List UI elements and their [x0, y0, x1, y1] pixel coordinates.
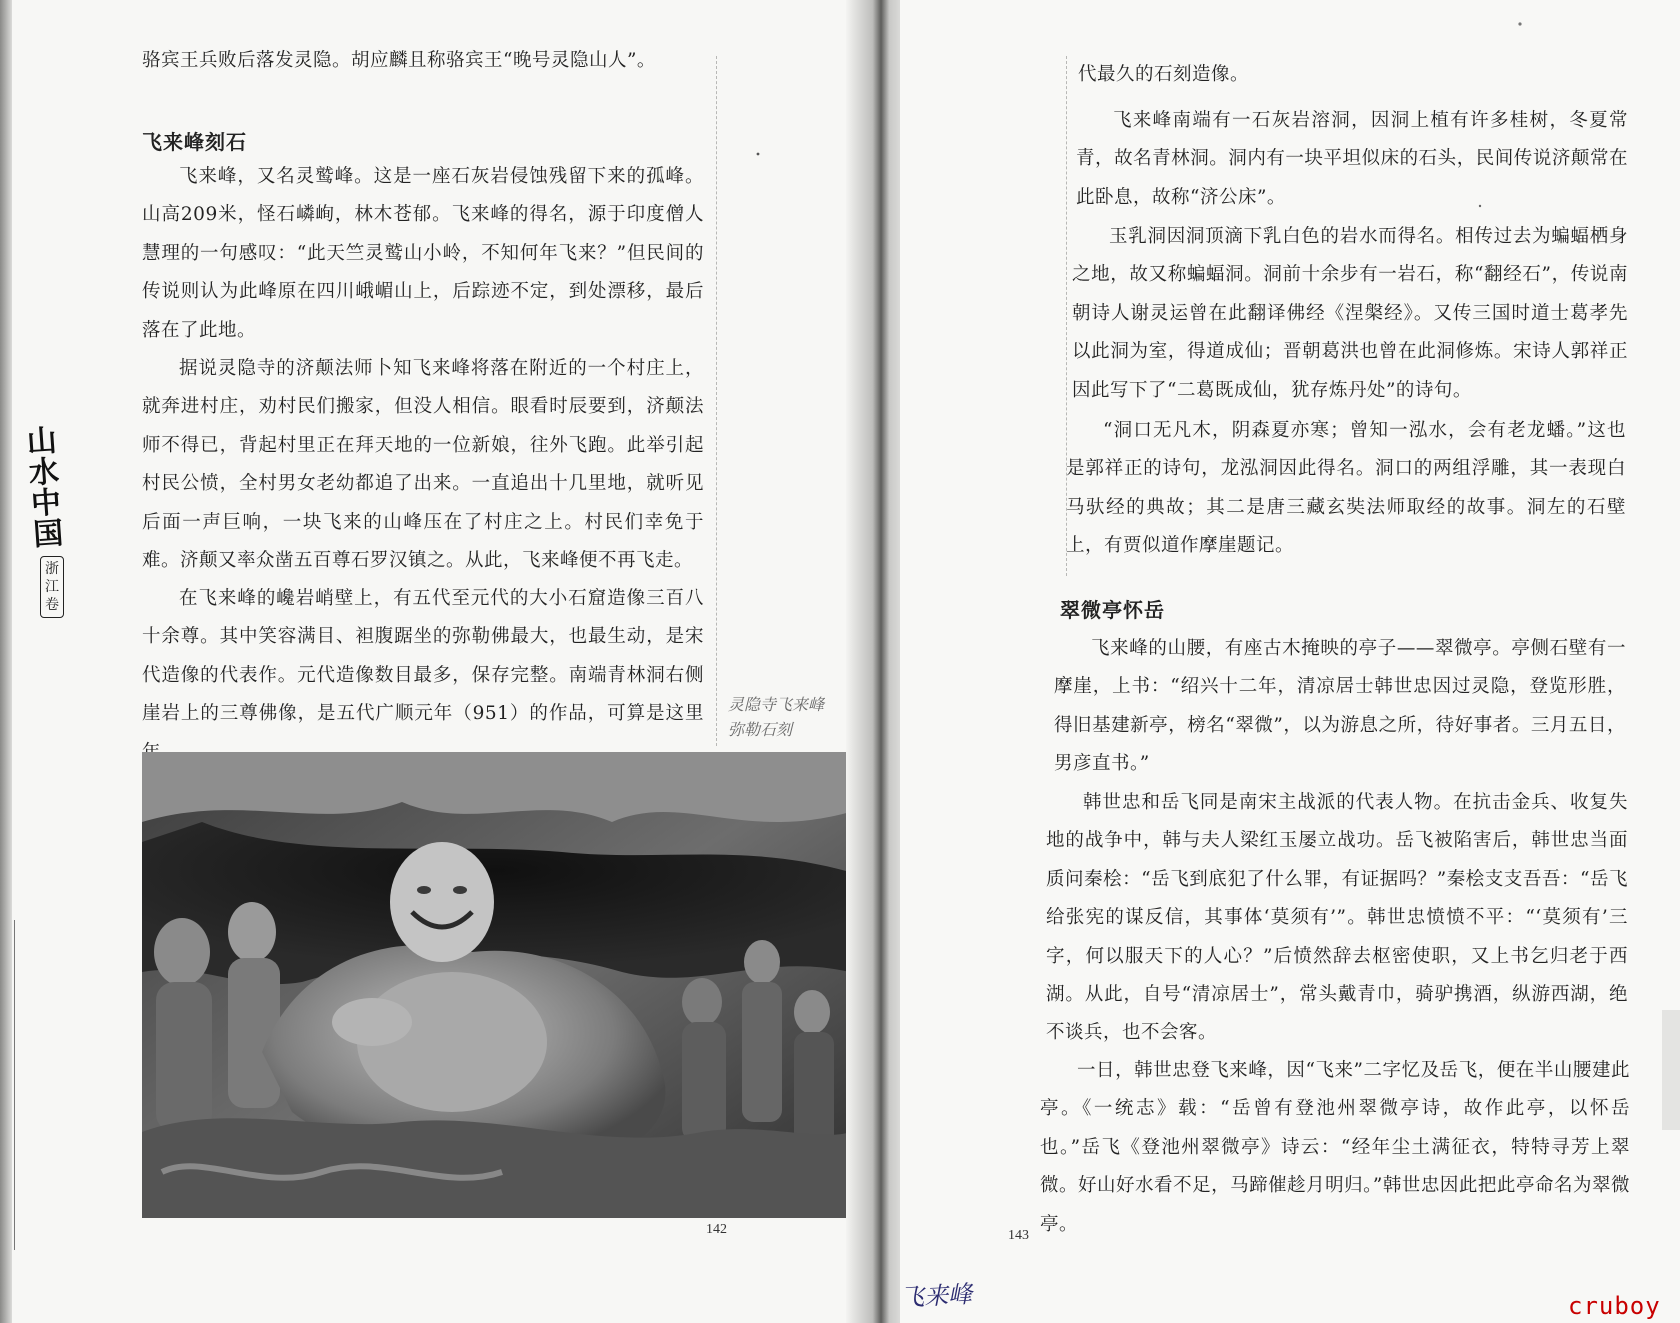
section-title-cuiwei-pavilion: 翠微亭怀岳: [1060, 598, 1165, 622]
right-paragraph: 韩世忠和岳飞同是南宋主战派的代表人物。在抗击金兵、收复失地的战争中，韩与夫人梁红玉屡立战功。岳飞被陷害后，韩世忠当面质问秦桧：“岳飞到底犯了什么罪，有证据吗？”秦桧支支吾吾：“岳飞给张宪的谋反信，其事体‘莫须有’”。韩世忠愤愤不平：“‘莫须有’三字，何以服天下的人心？”后愤然辞去枢密使职，又上书乞归老于西湖。从此，自号“清凉居士”，常头戴青巾，骑驴携酒，纵游西湖，绝不谈兵，也不会客。: [1046, 792, 1628, 1044]
left-paragraph: 在飞来峰的巉岩峭壁上，有五代至元代的大小石窟造像三百八十余尊。其中笑容满目、袒腹踞坐的弥勒佛最大，也最生动，是宋代造像的代表作。元代造像数目最多，保存完整。南端青林洞右侧崖岩上的三尊佛像，是五代广顺元年（951）的作品，可算是这里: [142, 588, 704, 725]
page-number-left: 142: [706, 1222, 727, 1237]
right-paragraph: 飞来峰南端有一石灰岩溶洞，因洞上植有许多桂树，冬夏常青，故名青林洞。洞内有一块平坦似床的石头，民间传说济颠常在此卧息，故称“济公床”。: [1076, 110, 1628, 208]
right-top-line: 代最久的石刻造像。: [1078, 64, 1250, 85]
caption-line: 灵隐寺飞来峰: [728, 695, 825, 714]
right-paragraph: 飞来峰的山腰，有座古木掩映的亭子——翠微亭。亭侧石壁有一摩崖，上书：“绍兴十二年，清凉居士韩世忠因过灵隐，登览形胜，得旧基建新亭，榜名“翠微”，以为游息之所，待好事者。三月五日，男彦直书。”: [1054, 638, 1626, 775]
left-paragraph: 据说灵隐寺的济颠法师卜知飞来峰将落在附近的一个村庄上，就奔进村庄，劝村民们搬家，但没人相信。眼看时辰要到，济颠法师不得已，背起村里正在拜天地的一位新娘，往外飞跑。此举引起村民公愤，全村男女老幼都追了出来。一直追出十几里地，就听见后面一声巨响，一块飞来的山峰压在了村庄之上。村民们幸免于难。济颠又率众凿五百尊石罗汉镇之。从此，飞来峰便不再飞走。: [142, 358, 704, 572]
seal-brush-title: 山水中国: [25, 423, 65, 554]
section-title-feilaifeng: 飞来峰刻石: [142, 130, 247, 154]
watermark: cruboy: [1568, 1292, 1661, 1320]
handwritten-note: 飞来峰: [899, 1280, 973, 1312]
right-paragraph: “洞口无凡木，阴森夏亦寒；曾知一泓水，会有老龙蟠。”这也是郭祥正的诗句，龙泓洞因此得名。洞口的两组浮雕，其一表现白马驮经的典故；其二是唐三藏玄奘法师取经的故事。洞左的石壁上，有贾似道作摩崖题记。: [1066, 420, 1626, 557]
page-number-right: 143: [1008, 1228, 1029, 1243]
caption-line: 弥勒石刻: [728, 720, 793, 739]
left-paragraph: 飞来峰，又名灵鹫峰。这是一座石灰岩侵蚀残留下来的孤峰。山高209米，怪石嶙峋，林木苍郁。飞来峰的得名，源于印度僧人慧理的一句感叹：“此天竺灵鹫山小岭，不知何年飞来？”但民间的传说则认为此峰原在四川峨嵋山上，后踪迹不定，到处漂移，最后落在了此地。: [142, 166, 704, 341]
left-top-line: 骆宾王兵败后落发灵隐。胡应麟且称骆宾王“晚号灵隐山人”。: [142, 50, 656, 71]
seal-volume-box: 浙江卷: [40, 556, 64, 618]
right-paragraph: 玉乳洞因洞顶滴下乳白色的岩水而得名。相传过去为蝙蝠栖身之地，故又称蝙蝠洞。洞前十余步有一岩石，称“翻经石”，传说南朝诗人谢灵运曾在此翻译佛经《涅槃经》。又传三国时道士葛孝先以此洞为室，得道成仙；晋朝葛洪也曾在此洞修炼。宋诗人郭祥正因此写下了“二葛既成仙，犹存炼丹处”的诗句。: [1072, 226, 1628, 401]
right-paragraph: 一日，韩世忠登飞来峰，因“飞来”二字忆及岳飞，便在半山腰建此亭。《一统志》载：“岳曾有登池州翠微亭诗，故作此亭，以怀岳也。”岳飞《登池州翠微亭》诗云：“经年尘土满征衣，特特寻芳上翠微。好山好水看不足，马蹄催趁月明归。”韩世忠因此把此亭命名为翠微亭。: [1040, 1060, 1630, 1235]
